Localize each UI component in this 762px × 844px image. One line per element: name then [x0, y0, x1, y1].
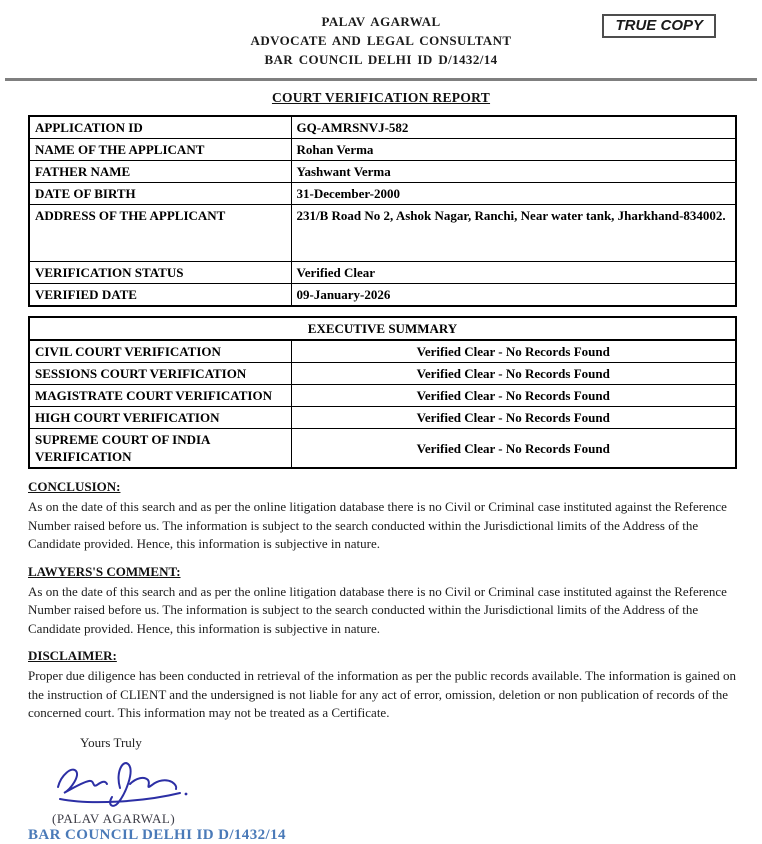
- section-heading: CONCLUSION:: [28, 479, 121, 494]
- row-value: 09-January-2026: [291, 284, 736, 307]
- row-value: Rohan Verma: [291, 139, 736, 161]
- row-value: Verified Clear - No Records Found: [291, 363, 736, 385]
- table-row: [29, 407, 736, 429]
- lawyers-comment-section: [28, 564, 737, 639]
- row-label: CIVIL COURT VERIFICATION: [29, 340, 291, 363]
- row-value: Verified Clear - No Records Found: [291, 385, 736, 407]
- table-row: [29, 139, 736, 161]
- row-value: Verified Clear - No Records Found: [291, 340, 736, 363]
- page-title: COURT VERIFICATION REPORT: [271, 90, 491, 105]
- row-value: Yashwant Verma: [291, 161, 736, 183]
- table-row: [29, 183, 736, 205]
- signer-name: (PALAV AGARWAL): [52, 810, 176, 826]
- row-label: VERIFICATION STATUS: [29, 262, 291, 284]
- executive-summary-table: [28, 316, 737, 469]
- row-value: Verified Clear: [291, 262, 736, 284]
- true-copy-stamp: TRUE COPY: [602, 14, 716, 38]
- section-body: As on the date of this search and as per the online litigation database there is no Civil or Criminal case instituted against the Reference Number raised before us. The information is subject to the search conducted within the Jurisdictional limits of the Address of the Candidate provided. Hence, this information is subjective in nature.: [28, 583, 727, 636]
- table-row: [29, 205, 736, 262]
- header-divider: [5, 78, 757, 81]
- summary-header-row: [29, 317, 736, 340]
- section-body: Proper due diligence has been conducted in retrieval of the information as per the public records available. The information is gained on the instruction of CLIENT and the undersigned is not liable for any act of error, omission, deletion or non publication of records of the concerned court. This information may not be treated as a Certificate.: [28, 668, 737, 720]
- advocate-name: PALAV AGARWAL: [321, 14, 441, 29]
- row-label: NAME OF THE APPLICANT: [29, 139, 291, 161]
- section-body: As on the date of this search and as per the online litigation database there is no Civil or Criminal case instituted against the Reference Number raised before us. The information is subject to the search conducted within the Jurisdictional limits of the Address of the Candidate provided. Hence, this information is subjective in nature.: [28, 499, 727, 551]
- row-label: APPLICATION ID: [29, 116, 291, 139]
- row-label: SUPREME COURT OF INDIA VERIFICATION: [29, 429, 291, 469]
- row-label: DATE OF BIRTH: [29, 183, 291, 205]
- row-label: SESSIONS COURT VERIFICATION: [29, 363, 291, 385]
- row-value: GQ-AMRSNVJ-582: [291, 116, 736, 139]
- row-value: Verified Clear - No Records Found: [291, 407, 736, 429]
- row-label: MAGISTRATE COURT VERIFICATION: [29, 385, 291, 407]
- applicant-details-table: [28, 115, 737, 307]
- table-row: [29, 116, 736, 139]
- section-heading: LAWYERS'S COMMENT:: [28, 563, 181, 579]
- table-row: [29, 340, 736, 363]
- row-value: Verified Clear - No Records Found: [291, 429, 736, 469]
- summary-title: EXECUTIVE SUMMARY: [29, 317, 736, 340]
- row-label: VERIFIED DATE: [29, 284, 291, 307]
- table-row: [29, 262, 736, 284]
- row-label: FATHER NAME: [29, 161, 291, 183]
- row-label: HIGH COURT VERIFICATION: [29, 407, 291, 429]
- section-heading: DISCLAIMER:: [28, 648, 117, 663]
- closing-text: Yours Truly: [80, 734, 142, 750]
- row-value: 31-December-2000: [291, 183, 736, 205]
- signature-image: [48, 753, 198, 811]
- disclaimer-section: [28, 648, 737, 723]
- table-row: [29, 161, 736, 183]
- row-label: ADDRESS OF THE APPLICANT: [29, 205, 291, 262]
- table-row: [29, 429, 736, 469]
- table-row: [29, 385, 736, 407]
- bar-council-id-footer: BAR COUNCIL DELHI ID D/1432/14: [28, 826, 286, 843]
- bar-council-id-header: BAR COUNCIL DELHI ID D/1432/14: [264, 52, 498, 67]
- advocate-designation: ADVOCATE AND LEGAL CONSULTANT: [250, 33, 512, 48]
- table-row: [29, 284, 736, 307]
- conclusion-section: [28, 479, 737, 554]
- row-value: 231/B Road No 2, Ashok Nagar, Ranchi, Near water tank, Jharkhand-834002.: [291, 205, 736, 262]
- table-row: [29, 363, 736, 385]
